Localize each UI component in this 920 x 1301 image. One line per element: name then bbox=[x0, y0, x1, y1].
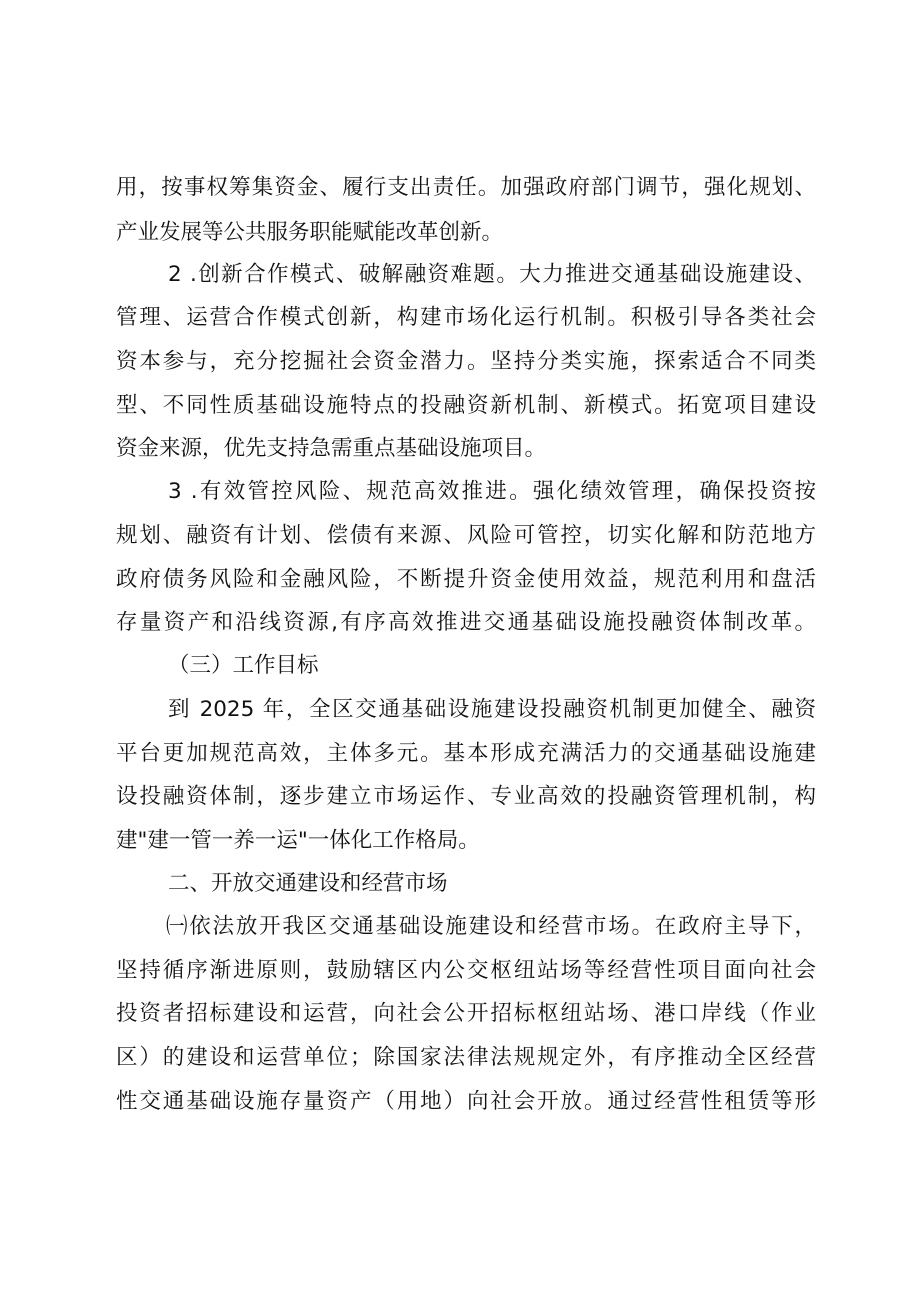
text-line-4: 管理、运营合作模式创新，构建市场化运行机制。积极引导各类社会 bbox=[116, 305, 816, 330]
text-line-15: 设投融资体制，逐步建立市场运作、专业高效的投融资管理机制，构 bbox=[116, 784, 816, 809]
text-line-1: 用，按事权筹集资金、履行支出责任。加强政府部门调节，强化规划、 bbox=[116, 175, 816, 200]
item-2-heading-line: 2 .创新合作模式、破解融资难题。大力推进交通基础设施建设、 bbox=[168, 262, 816, 287]
text-line-19: 坚持循序渐进原则，鼓励辖区内公交枢纽站场等经营性项目面向社会 bbox=[116, 958, 816, 983]
section-3-heading: （三）工作目标 bbox=[168, 653, 319, 678]
text-line-9: 规划、融资有计划、偿债有来源、风险可管控，切实化解和防范地方 bbox=[116, 523, 816, 548]
text-line-7: 资金来源，优先支持急需重点基础设施项目。 bbox=[116, 436, 547, 461]
text-line-20: 投资者招标建设和运营，向社会公开招标枢纽站场、港口岸线（作业 bbox=[116, 1001, 816, 1026]
text-line-18: ㈠依法放开我区交通基础设施建设和经营市场。在政府主导下， bbox=[166, 914, 816, 939]
text-line-21: 区）的建设和运营单位；除国家法律法规规定外，有序推动全区经营 bbox=[116, 1045, 816, 1070]
text-line-13: 到 2025 年，全区交通基础设施建设投融资机制更加健全、融资 bbox=[168, 697, 816, 722]
text-line-6: 型、不同性质基础设施特点的投融资新机制、新模式。拓宽项目建设 bbox=[116, 393, 816, 418]
text-line-10: 政府债务风险和金融风险，不断提升资金使用效益，规范利用和盘活 bbox=[116, 567, 816, 592]
text-line-22: 性交通基础设施存量资产（用地）向社会开放。通过经营性租赁等形 bbox=[116, 1089, 816, 1114]
text-line-16: 建"建一管一养一运"一体化工作格局。 bbox=[116, 828, 480, 853]
chapter-2-heading: 二、开放交通建设和经营市场 bbox=[168, 871, 448, 896]
item-3-heading-line: 3 .有效管控风险、规范高效推进。强化绩效管理，确保投资按 bbox=[168, 479, 816, 504]
text-line-2: 产业发展等公共服务职能赋能改革创新。 bbox=[116, 220, 504, 245]
text-line-14: 平台更加规范高效，主体多元。基本形成充满活力的交通基础设施建 bbox=[116, 741, 816, 766]
text-line-5: 资本参与，充分挖掘社会资金潜力。坚持分类实施，探索适合不同类 bbox=[116, 349, 816, 374]
text-line-11: 存量资产和沿线资源,有序高效推进交通基础设施投融资体制改革。 bbox=[116, 610, 816, 635]
